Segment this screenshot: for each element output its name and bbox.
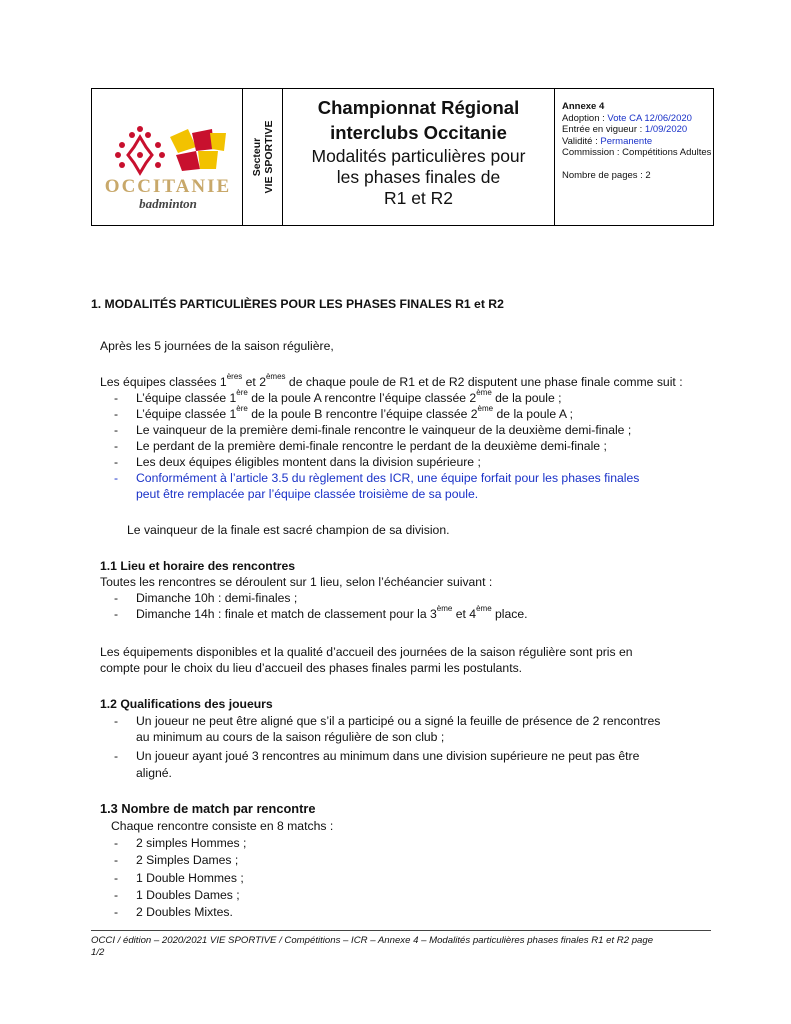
footer-line-2: 1/2 (91, 946, 105, 958)
logo-cell (92, 89, 243, 225)
subtitle-line-3: R1 et R2 (383, 188, 454, 208)
sector-line-1: Secteur (250, 137, 263, 177)
subtitle-line-2: les phases finales de (336, 167, 501, 187)
list-item-icr-rule-cont: peut être remplacée par l’équipe classée troisième de sa poule. (136, 487, 479, 501)
info-cell (555, 89, 713, 225)
footer-divider (91, 930, 711, 931)
title-cell (283, 89, 555, 225)
sector-label (251, 121, 275, 194)
commission-row: Commission : Compétitions Adultes (562, 147, 712, 158)
validite-row (562, 136, 713, 148)
section-1-1-para-l2: compte pour le choix du lieu d’accueil des phases finales parmi les postulants. (100, 661, 523, 675)
section-1-1-para-l1: Les équipements disponibles et la qualité d’accueil des journées de la saison régulière sont pris en (100, 645, 633, 659)
subtitle-line-1: Modalités particulières pour (311, 146, 526, 166)
list-item-cont: aligné. (136, 766, 172, 780)
annexe-label: Annexe 4 (562, 101, 605, 112)
footer-line-1: OCCI / édition – 2020/2021 VIE SPORTIVE / Compétitions – ICR – Annexe 4 – Modalités particulières phases finales R1 et R2 page (91, 935, 654, 946)
pages-row: Nombre de pages : 2 (562, 169, 651, 181)
validite-value: Permanente (600, 135, 653, 147)
section-1-3-heading: 1.3 Nombre de match par rencontre (100, 801, 316, 816)
section-1-3-intro: Chaque rencontre consiste en 8 matchs : (111, 819, 334, 833)
section-1-intro: Après les 5 journées de la saison régulière, (100, 339, 334, 353)
section-1-2-heading: 1.2 Qualifications des joueurs (100, 697, 273, 711)
page-footer (91, 935, 711, 958)
title-line-1: Championnat Régional (317, 97, 520, 118)
entree-row (562, 124, 713, 136)
winner-text: Le vainqueur de la finale est sacré champion de sa division. (127, 523, 450, 537)
section-1-1-intro: Toutes les rencontres se déroulent sur 1 lieu, selon l’échéancier suivant : (100, 575, 493, 589)
list-item-cont: au minimum au cours de la saison régulière de son club ; (136, 730, 445, 744)
document-header (91, 88, 714, 226)
adoption-row (562, 113, 713, 125)
section-1-heading: 1. MODALITÉS PARTICULIÈRES POUR LES PHASES FINALES R1 et R2 (91, 297, 504, 311)
section-1-lead: Les équipes classées 1ères et 2èmes de chaque poule de R1 et de R2 disputent une phase finale comme suit : (100, 372, 683, 389)
validite-label: Validité : (562, 135, 601, 147)
logo-text: OCCITANIE (104, 176, 232, 197)
entree-value: 1/09/2020 (644, 124, 688, 135)
sector-cell (243, 89, 283, 225)
logo-subtext: badminton (139, 196, 197, 211)
section-1-1-heading: 1.1 Lieu et horaire des rencontres (100, 559, 296, 573)
entree-label: Entrée en vigueur : (562, 124, 645, 135)
adoption-value: Vote CA 12/06/2020 (607, 112, 692, 124)
sector-line-2: VIE SPORTIVE (262, 120, 275, 194)
title-line-2: interclubs Occitanie (330, 122, 507, 143)
adoption-label: Adoption : (562, 112, 608, 124)
